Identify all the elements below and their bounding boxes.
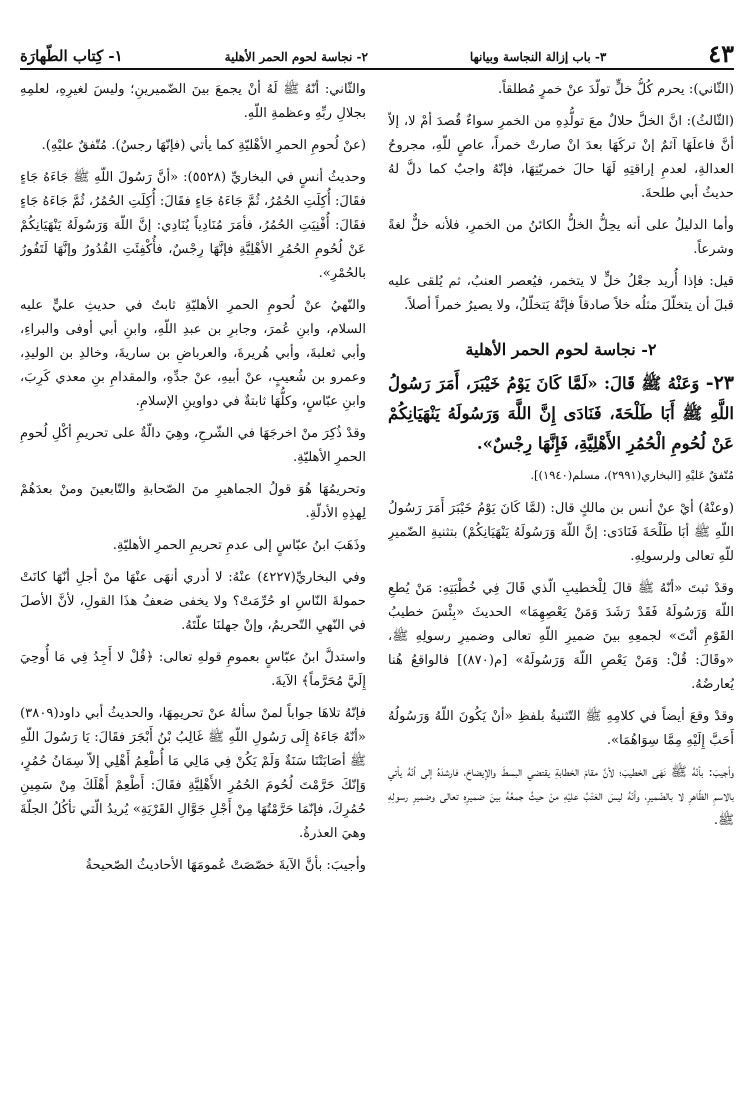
text-columns — [20, 78, 734, 1059]
paragraph: وفي البخاريِّ(٤٢٢٧) عنْهُ: لا أدري أنهَى عنْهَا منْ أجلِ أنّهَا كانَتْ حمولةَ النّاسِ او حُرِّمَتْ؟ ولا يخفى ضعفُ هذَا القولِ، لأنَّ الأصلَ في النّهيِ التّحريمُ، وإنْ جهلنَا علّتَهُ. — [20, 570, 366, 633]
running-header — [20, 38, 734, 70]
left-column — [20, 78, 366, 1059]
paragraph: وحديثُ أنسٍ في البخاريِّ (٥٥٢٨): «أنَّ رَسُولَ اللّهِ ﷺ جَاءَهُ جَاءٍ فقَالَ: أُكِلَتِ الحُمُرُ، ثُمَّ جَاءَهُ جَاءٍ فقَالَ: أُكِلَتِ الحُمُرُ، ثُمَّ جَاءَهُ جَاءٍ فقَالَ: أُفْنِيَتِ الحُمُرُ، فأمَرَ مُنَادِياً يُنَادِي: إنَّ اللّهَ وَرَسُولَهُ يَنْهَيَانِكُمْ عَنْ لُحُومِ الحُمُرِ الأهْلِيَّةِ فإنَّهَا رِجْسٌ، فأُكْفِئَتِ القُدُورُ وإنَّهَا لَتَفُورُ بالحُمْرِ». — [20, 170, 366, 281]
paragraph: فإنّهُ تلاهَا جواباً لمنْ سألهُ عنْ تحريمِهَا، والحديثُ أبي داود(٣٨٠٩) «أنّهُ جَاءَهُ إِلَى رَسُولِ اللّهِ ﷺ غَالِبُ بْنُ أَبْجَرَ فقَالَ: يَا رَسُولَ اللّهِ ﷺ أصَابَتْنَا سَنَةٌ وَلَمْ يَكُنْ فِي مَالِي مَا أُطْعِمُ أَهْلِي إلاّ سِمَانُ حُمُرٍ، وَإنّكَ حَرَّمْتَ لُحُومَ الحُمُرِ الأَهْلِيَّةِ فقَالَ: أَطْعِمْ أَهْلَكَ مِنْ سَمِينِ حُمُرِكَ، فإنّمَا حَرَّمْتُهَا مِنْ أَجْلِ جَوَّالِ القَرْيَةِ» يُريدُ الّتي تأكُلُ الجلّةَ وهيَ العذرةُ. — [20, 706, 366, 841]
paragraph: (عنْ لُحومِ الحمرِ الأهْليّةِ كما يأتي (فإنّهَا رجسٌ). مُتّفقٌ عليْهِ). — [41, 138, 366, 153]
paragraph: (الثّاني): يحرم كُلُّ خلٍّ تولّدَ عنْ خمرٍ مُطلقاً. — [498, 82, 734, 97]
paragraph: (وعنْهُ) أيْ عنْ أنس بن مالكٍ قال: (لمَّا كَانَ يَوْمُ خَيْبَرَ أَمَرَ رَسُولُ اللّهِ ﷺ أبَا طَلْحَةَ فَنَادَى: إنَّ اللّهَ وَرَسُولَهُ يَنْهَيَانِكُمْ) بتثنيةِ الضّميرِ للّهِ تعالى ولرسولِهِ. — [388, 501, 734, 564]
right-column — [388, 78, 734, 1059]
paragraph: والنّهيُ عنْ لُحومِ الحمرِ الأهليّةِ ثابتٌ في حديثِ عليٍّ عليه السلام، وابنِ عُمرَ، وجابرِ بن عبدِ اللّهِ، وابنِ أبي أوفى والبراءِ، وأبي ثعلبةَ، وأبي هُريرةَ، والعرباضِ بن ساريةَ، وخالدِ بن الوليدِ، وعمرو بن شُعيبٍ، عنْ أبيهِ، عنْ جدِّهِ، والمقدامِ بنِ معدي كَرِبَ، وابنِ عبّاسٍ، وكلُّهَا ثابتةٌ في دواوينِ الإسلامِ. — [20, 298, 366, 409]
section-title: ٢- نجاسة لحوم الحمر الأهلية — [465, 340, 657, 359]
paragraph: وقدْ ثبتَ «أنّهُ ﷺ قالَ لِلْخطيبِ الّذي قَالَ فِي خُطْبَتِهِ: مَنْ يُطعِ اللّهَ وَرَسُولَهُ فَقَدْ رَشَدَ وَمَنْ يَعْصِهِمَا» الحديثَ «بِئْسَ خطيبُ القَوْمِ أنْتَ» لجمعِهِ بينَ ضميرِ اللّهِ تعالى وضميرِ رسولِهِ ﷺ، «وقَالَ: قُلْ: وَمَنْ يَعْصِ اللّهَ وَرَسُولَهُ» [م(٨٧٠)] فالواقعُ هُنا يُعارضُهُ. — [388, 581, 734, 692]
paragraph: قيل: فإذا أُريد جعْلُ خلٍّ لا يتخمر، فيُعصر العنبُ، ثم يُلقى عليه قبلَ أن يتخلّلَ مثلُه خلاً صادقاً فإنَّهُ يَتخلّلُ، ولا يصيرُ خمراً أصلاً. — [388, 274, 734, 313]
paragraph: وأجيبَ: بأنَّ الآيةَ خصّصَتْ عُمومَهَا الأحاديثُ الصّحيحةُ — [85, 858, 366, 873]
paragraph: واستدلَّ ابنُ عبّاسٍ بعمومِ قولهِ تعالى: ﴿قُلْ لا أَجِدُ فِي مَا أُوحِيَ إِلَيَّ مُحَرَّماً﴾ الآيةَ. — [20, 650, 366, 689]
page-number: ٤٣ — [708, 39, 734, 68]
paragraph: (الثّالثُ): انَّ الخلَّ حلالٌ معَ تولُّدِهِ من الخمرِ سواءٌ قُصدَ أمْ لا، إلاّ أنَّ فاعلَهَا آثمٌ إنْ تركَهَا بعدَ انْ صارتْ خمراً، عاصٍ للّهِ، مجروحُ العدالةِ، لعدمِ إراقتِهِ لَهَا حالَ خمريّتِهَا، فإنّهُ واجبٌ كما دلَّ لهُ حديثُ أبي طلحةَ. — [388, 114, 734, 201]
paragraph: وقدْ ذُكِرَ منْ اخرجَهَا في الشّرحِ، وهِيَ دالّةٌ على تحريمِ أكْلِ لُحومِ الحمرِ الأهليّةِ. — [20, 426, 366, 465]
paragraph: وذَهَبَ ابنُ عبّاسٍ إلى عدمِ تحريمِ الحمرِ الأهليّةِ. — [112, 538, 366, 553]
header-section: ٢- نجاسة لحوم الحمر الأهلية — [224, 50, 368, 64]
paragraph: وقدْ وقعَ أيضاً في كلامِهِ ﷺ التّثنيةُ بلفظِ «أنْ يَكُونَ اللّهُ وَرَسُولُهُ أَحَبَّ إِلَيْهِ مِمَّا سِوَاهُمَا». — [388, 709, 734, 748]
paragraph: وأجيبَ: بأنّهُ ﷺ نَهَى الخطيبَ؛ لأنَّ مقامَ الخطابةِ يقتضي البسطَ والإيضاحَ، فارشدَهُ إلى أنّهُ يأتي بالاسمِ الظّاهرِ لا بالضّميرِ، وأنّهُ ليسَ العَتْبُ عليْهِ منْ حيثُ جمعُهُ بينَ ضميرِهِ تعالى وضميرِ رسولِهِ ﷺ. — [388, 765, 734, 828]
hadith-body: وَعَنْهُ ﷺ قَالَ: «لَمَّا كَانَ يَوْمُ خَيْبَرَ، أَمَرَ رَسُولُ اللَّهِ ﷺ أَبَا طَلْحَةَ، فَنَادَى إِنَّ اللَّهَ وَرَسُولَهُ يَنْهَيَانِكُمْ عَنْ لُحُومِ الْحُمُرِ الأَهْلِيَّةِ، فَإِنَّهَا رِجْسٌ». — [388, 374, 734, 453]
header-book-title: ١- كِتاب الطّهارَة — [20, 47, 123, 65]
hadith-source: مُتّفقٌ عَليْهِ [البخاري(٢٩٩١)، مسلم(١٩٤٠)]. — [530, 468, 734, 482]
hadith-text — [388, 368, 734, 459]
paragraph: والثّاني: أنّهُ ﷺ لَهُ أنْ يجمعَ بينَ الضّميرينِ؛ وليسَ لغيرِهِ، لعلمِهِ بجلالِ ربِّهِ وعظمةِ اللّهِ. — [20, 82, 366, 121]
hadith-number: ٢٣- — [705, 372, 734, 394]
paragraph: وتحريمُهَا هُوَ قولُ الجماهيرِ منَ الصّحابةِ والتّابعينَ ومنْ بعدَهُمْ لِهذِهِ الأدلّةِ. — [20, 482, 366, 521]
paragraph: وأما الدليلُ على أنه يحِلُّ الخلُّ الكائنُ من الخمرِ، فلأنه خلٌّ لغةً وشرعاً. — [388, 218, 734, 257]
header-chapter: ٣- باب إزالة النجاسة وبيانها — [469, 50, 607, 64]
